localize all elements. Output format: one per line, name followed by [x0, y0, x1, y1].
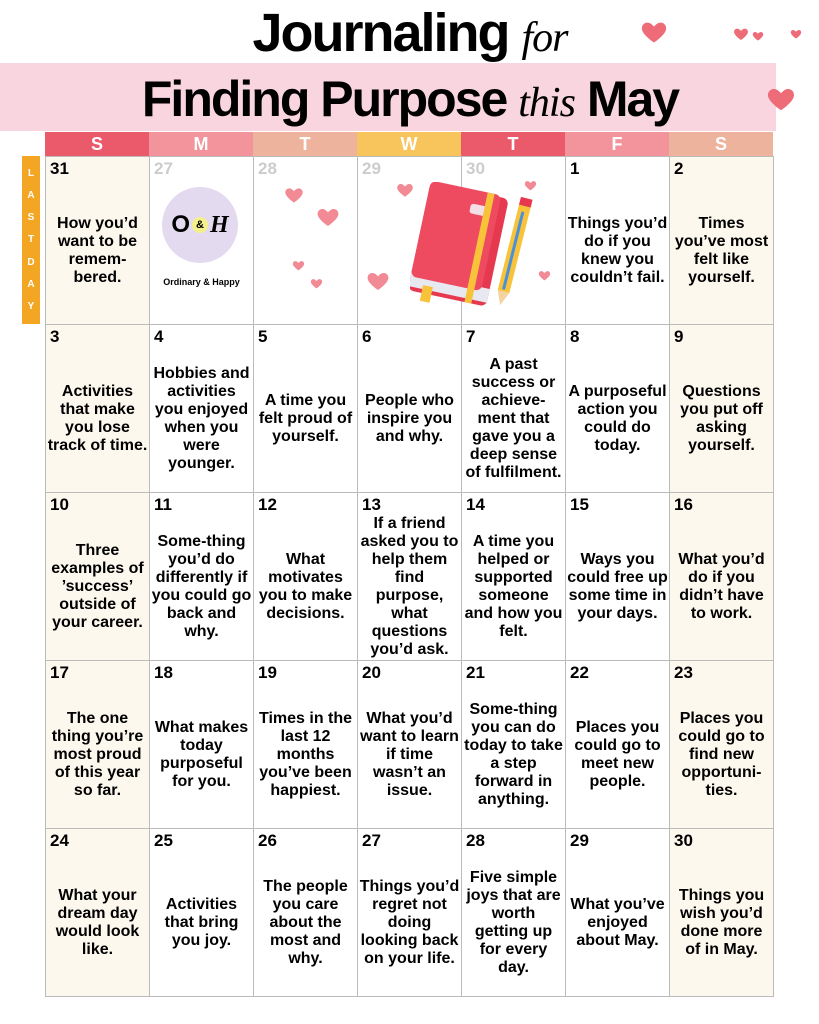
day-number: 15 — [570, 495, 589, 514]
calendar-day — [150, 157, 254, 325]
journal-prompt: People who inspire you and why. — [365, 391, 454, 445]
calendar-day — [566, 325, 670, 493]
logo: O & H — [162, 187, 238, 263]
journal-prompt: A past success or achieve-ment that gave you a deep sense of fulfilment. — [465, 355, 562, 481]
calendar-day — [670, 325, 774, 493]
heart-icon — [366, 269, 390, 293]
calendar-day — [254, 325, 358, 493]
heart-icon — [284, 185, 304, 205]
last-day-letter: A — [27, 189, 35, 201]
journal-prompt: Times you’ve most felt like yourself. — [674, 214, 769, 286]
journal-prompt: Activities that make you lose track of time. — [47, 382, 148, 454]
weekday-3: W — [357, 132, 461, 156]
heart-icon — [640, 18, 668, 46]
logo-text: Ordinary & Happy — [163, 277, 240, 287]
heart-icon — [292, 259, 305, 272]
calendar-day — [462, 661, 566, 829]
journal-prompt: Ways you could free up some time in your days. — [567, 550, 668, 622]
calendar-day — [462, 493, 566, 661]
journal-prompt: Some-thing you can do today to take a step forward in anything. — [464, 700, 563, 808]
last-day-letter: Y — [27, 301, 35, 313]
day-number: 13 — [362, 495, 381, 514]
weekday-2: T — [253, 132, 357, 156]
day-number: 12 — [258, 495, 277, 514]
day-number: 29 — [570, 831, 589, 850]
weekday-0: S — [45, 132, 149, 156]
day-number: 17 — [50, 663, 69, 682]
day-number: 7 — [466, 327, 476, 346]
title-line-2: Finding Purpose this May — [141, 71, 679, 127]
last-day-letter: A — [27, 279, 35, 291]
calendar-day — [254, 661, 358, 829]
calendar-day — [462, 325, 566, 493]
calendar-day — [358, 829, 462, 997]
calendar-day — [46, 157, 150, 325]
weekday-6: S — [669, 132, 773, 156]
last-day-letter: S — [27, 212, 35, 224]
calendar-day — [254, 157, 358, 325]
heart-icon — [752, 30, 764, 42]
day-number: 11 — [154, 495, 172, 514]
last-day-letter: D — [27, 256, 35, 268]
day-number: 9 — [674, 327, 684, 346]
day-number: 29 — [362, 159, 381, 178]
calendar-day — [150, 493, 254, 661]
day-number: 27 — [362, 831, 381, 850]
day-number: 2 — [674, 159, 684, 178]
heart-icon — [316, 205, 340, 229]
heart-icon — [790, 28, 802, 40]
journal-prompt: Things you wish you’d done more of in May. — [678, 886, 765, 958]
calendar-day — [670, 493, 774, 661]
last-day-letter: L — [27, 167, 35, 179]
day-number: 18 — [154, 663, 173, 682]
calendar-day — [670, 157, 774, 325]
title-line-1: Journaling for — [252, 3, 568, 63]
calendar-day — [46, 661, 150, 829]
journal-prompt: Things you’d do if you knew you couldn’t fail. — [567, 214, 668, 286]
day-number: 24 — [50, 831, 69, 850]
day-number: 14 — [466, 495, 485, 514]
day-number: 28 — [466, 831, 485, 850]
day-number: 30 — [466, 159, 485, 178]
last-day-label — [22, 156, 40, 324]
journal-prompt: Times in the last 12 months you’ve been happiest. — [258, 709, 353, 799]
calendar-day — [358, 493, 462, 661]
day-number: 1 — [570, 159, 580, 178]
notebook-pencil-illustration — [410, 182, 540, 312]
last-day-letter: T — [27, 234, 35, 246]
day-number: 25 — [154, 831, 173, 850]
day-number: 8 — [570, 327, 580, 346]
calendar-day — [358, 661, 462, 829]
journal-prompt: Places you could go to find new opportuni-ties. — [678, 709, 765, 799]
journal-prompt: Things you’d regret not doing looking back on your life. — [359, 877, 460, 967]
day-number: 27 — [154, 159, 173, 178]
calendar-day — [46, 325, 150, 493]
day-number: 20 — [362, 663, 381, 682]
calendar-day — [254, 829, 358, 997]
calendar-day — [566, 493, 670, 661]
journal-prompt: A time you felt proud of yourself. — [258, 391, 353, 445]
calendar-day — [566, 157, 670, 325]
journal-prompt: Hobbies and activities you enjoyed when you were younger. — [153, 364, 250, 472]
journal-prompt: Three examples of ’success’ outside of your career. — [51, 541, 144, 631]
calendar-day — [46, 829, 150, 997]
journal-prompt: How you’d want to be remem-bered. — [57, 214, 138, 286]
weekday-1: M — [149, 132, 253, 156]
day-number: 31 — [50, 159, 69, 178]
journal-prompt: What makes today purposeful for you. — [154, 718, 249, 790]
journal-prompt: A time you helped or supported someone and how you felt. — [464, 532, 563, 640]
day-number: 30 — [674, 831, 693, 850]
day-number: 5 — [258, 327, 268, 346]
calendar-day — [566, 829, 670, 997]
calendar-day — [566, 661, 670, 829]
heart-icon — [310, 277, 323, 290]
journal-prompt: What you’d do if you didn’t have to work. — [678, 550, 765, 622]
day-number: 16 — [674, 495, 693, 514]
journal-prompt: If a friend asked you to help them find purpose, what questions you’d ask. — [360, 514, 459, 658]
day-number: 4 — [154, 327, 164, 346]
day-number: 21 — [466, 663, 485, 682]
day-number: 23 — [674, 663, 693, 682]
heart-icon — [766, 84, 796, 114]
calendar-day — [150, 829, 254, 997]
heart-icon — [733, 26, 749, 42]
journal-prompt: The people you care about the most and why. — [263, 877, 348, 967]
day-number: 22 — [570, 663, 589, 682]
calendar-day — [254, 493, 358, 661]
day-number: 3 — [50, 327, 60, 346]
day-number: 6 — [362, 327, 372, 346]
calendar-day — [46, 493, 150, 661]
journal-prompt: What you’ve enjoyed about May. — [570, 895, 665, 949]
journal-prompt: What motivates you to make decisions. — [258, 550, 353, 622]
journal-prompt: Places you could go to meet new people. — [574, 718, 661, 790]
journal-prompt: Activities that bring you joy. — [164, 895, 239, 949]
calendar-day — [150, 661, 254, 829]
day-number: 26 — [258, 831, 277, 850]
day-number: 10 — [50, 495, 69, 514]
calendar-day — [358, 325, 462, 493]
journal-prompt: What your dream day would look like. — [55, 886, 140, 958]
journal-prompt: Questions you put off asking yourself. — [680, 382, 763, 454]
journal-prompt: Some-thing you’d do differently if you could go back and why. — [151, 532, 252, 640]
calendar-day — [670, 661, 774, 829]
calendar-day — [150, 325, 254, 493]
weekday-5: F — [565, 132, 669, 156]
journal-prompt: The one thing you’re most proud of this year so far. — [51, 709, 144, 799]
weekday-header — [45, 132, 773, 156]
journal-prompt: Five simple joys that are worth getting up for every day. — [466, 868, 561, 976]
weekday-4: T — [461, 132, 565, 156]
journal-prompt: What you’d want to learn if time wasn’t an issue. — [360, 709, 459, 799]
journal-prompt: A purposeful action you could do today. — [568, 382, 667, 454]
calendar-day — [462, 829, 566, 997]
day-number: 19 — [258, 663, 277, 682]
day-number: 28 — [258, 159, 277, 178]
calendar-day — [670, 829, 774, 997]
